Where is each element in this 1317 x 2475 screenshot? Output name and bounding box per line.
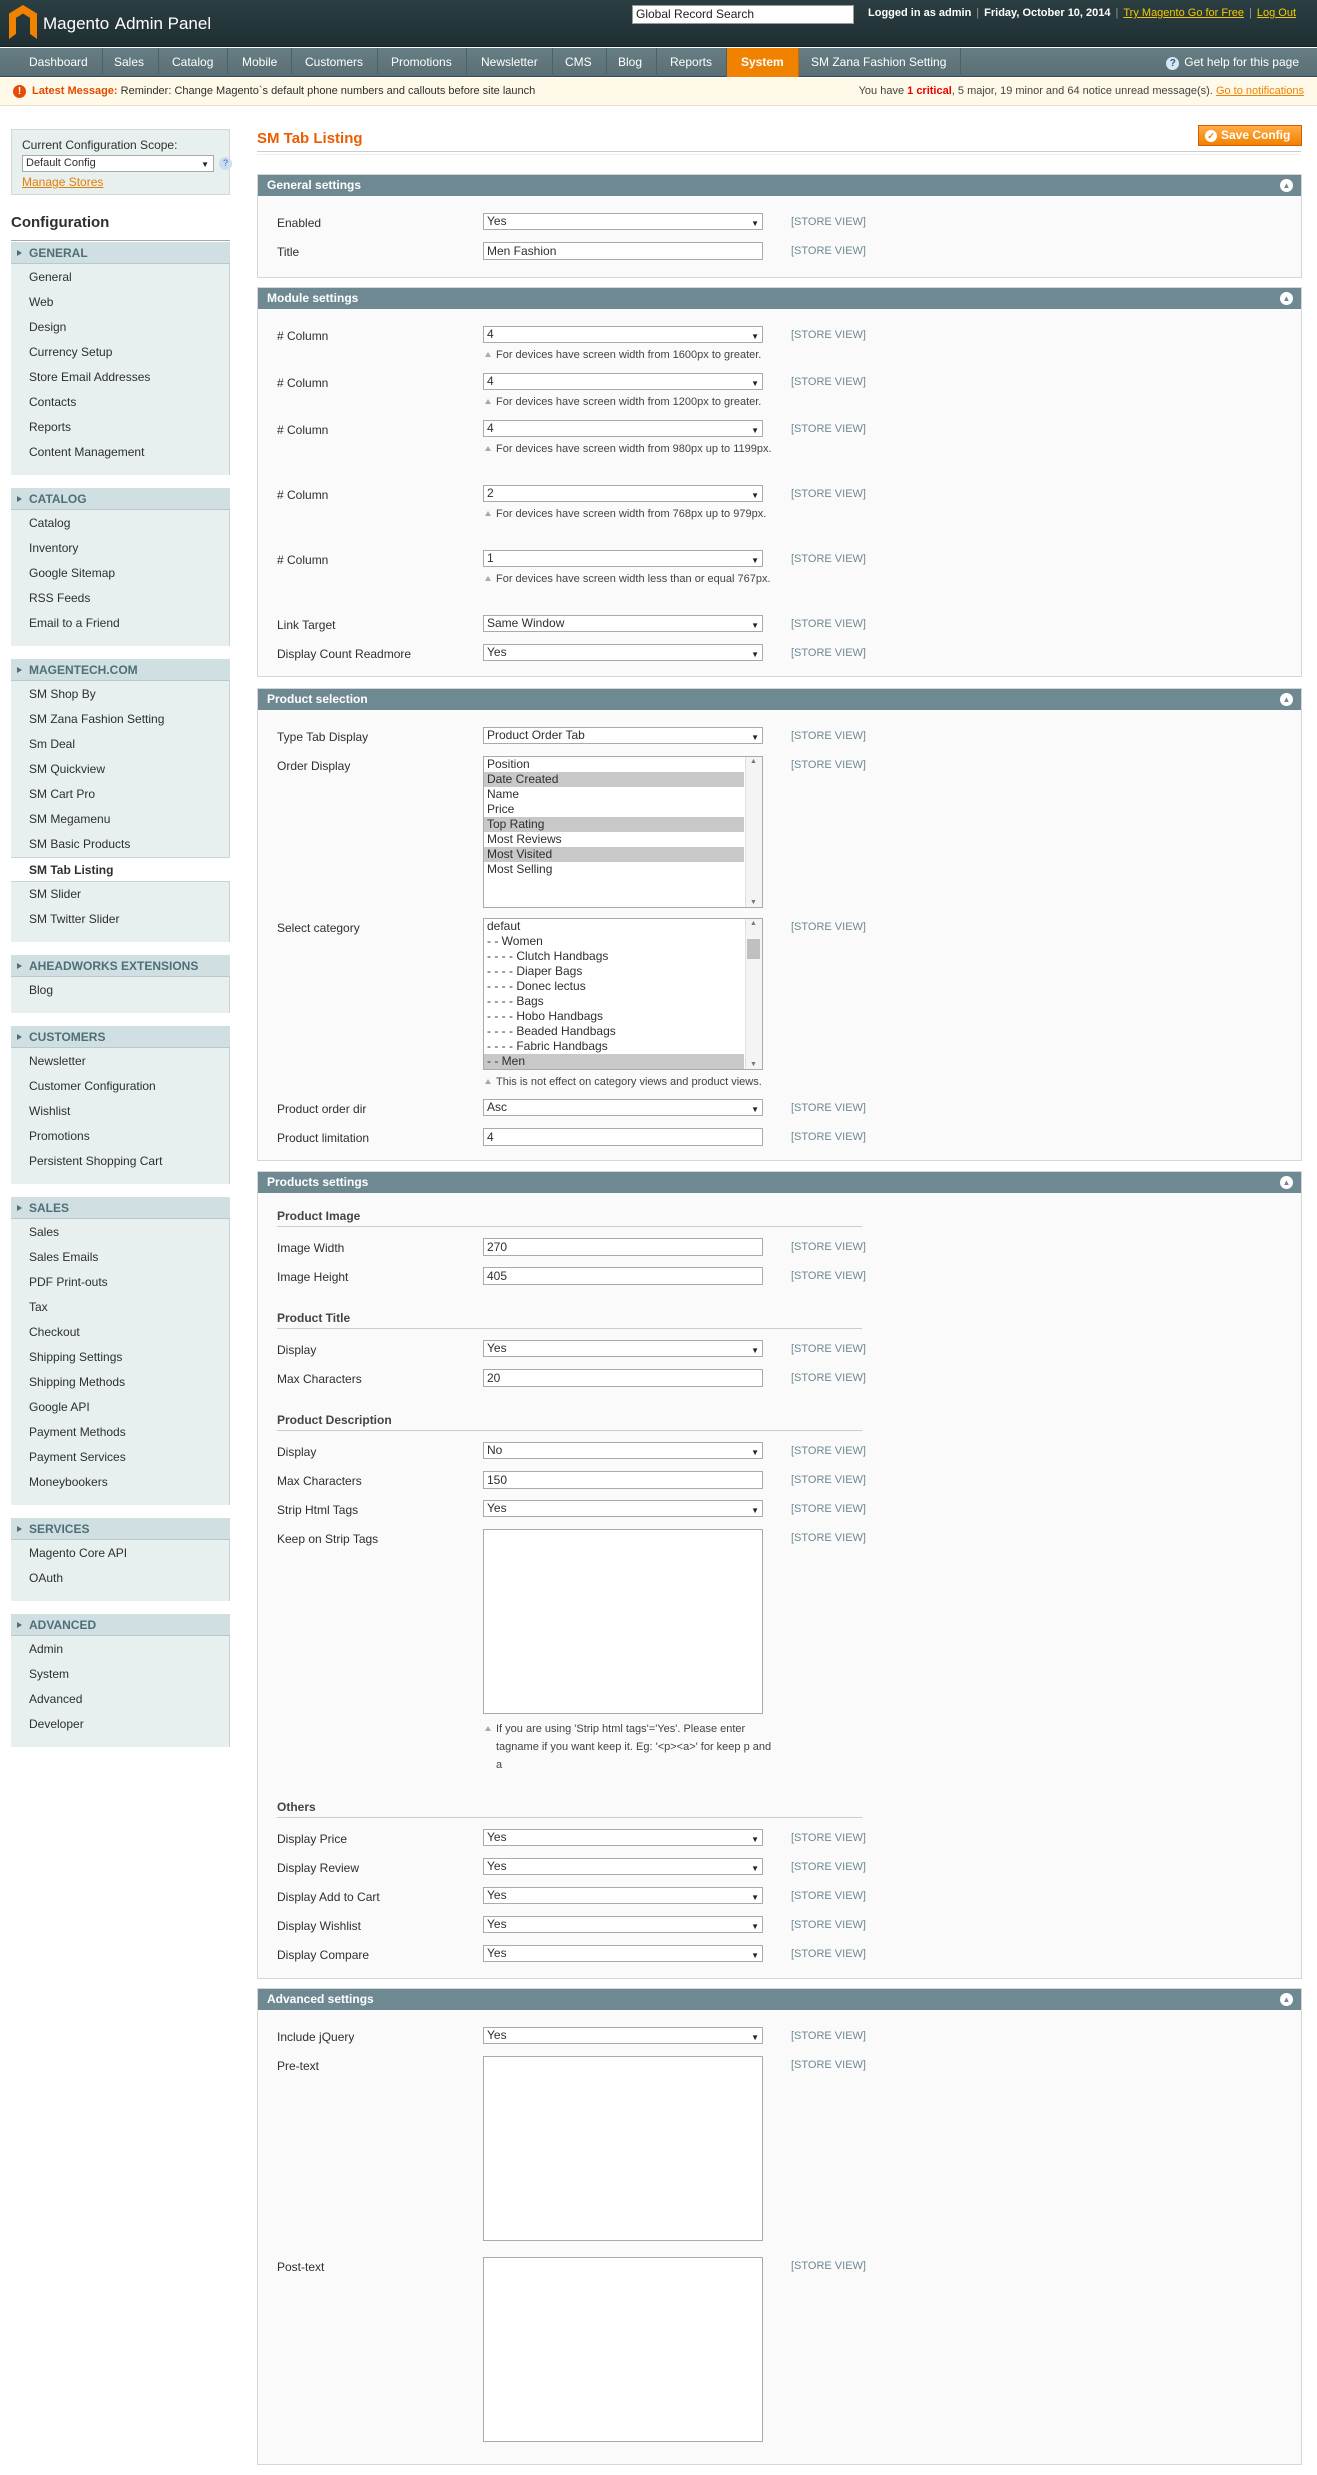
sidebar-item-design[interactable]: Design — [29, 320, 67, 334]
sidebar-item-email-to-a-friend[interactable]: Email to a Friend — [29, 616, 120, 630]
readmore-select[interactable]: Yes ▼ — [483, 644, 763, 661]
field-label: Image Width — [277, 1241, 345, 1255]
collapse-icon[interactable]: ▲ — [1280, 693, 1293, 706]
sidebar-section-sales[interactable]: SALES — [11, 1196, 230, 1219]
scope-tag: [STORE VIEW] — [791, 1861, 866, 1873]
column-1200-select[interactable]: 4 ▼ — [483, 373, 763, 390]
column-767-select[interactable]: 1 ▼ — [483, 550, 763, 567]
field-label: # Column — [277, 488, 329, 502]
scope-tag: [STORE VIEW] — [791, 553, 866, 565]
scope-tag: [STORE VIEW] — [791, 2030, 866, 2042]
advanced-settings-header[interactable]: Advanced settings ▲ — [258, 1989, 1301, 2010]
field-label: Display Price — [277, 1832, 348, 1846]
scope-tag: [STORE VIEW] — [791, 1832, 866, 1844]
order-option[interactable]: Price — [487, 802, 515, 816]
category-option[interactable]: - - - - Beaded Handbags — [487, 1024, 616, 1038]
category-option[interactable]: - - - - Hobo Handbags — [487, 1009, 604, 1023]
column-768-select[interactable]: 2 ▼ — [483, 485, 763, 502]
nav-reports[interactable]: Reports — [656, 48, 727, 77]
fieldset-product-selection — [257, 688, 1302, 1161]
scope-tag: [STORE VIEW] — [791, 1474, 866, 1486]
scope-select[interactable]: Default Config ▼ — [22, 155, 214, 172]
field-label: Include jQuery — [277, 2030, 355, 2044]
scope-tag: [STORE VIEW] — [791, 1445, 866, 1457]
product-selection-header[interactable]: Product selection ▲ — [258, 689, 1301, 710]
post-text-textarea[interactable] — [483, 2257, 763, 2442]
sidebar-item-rss-feeds[interactable]: RSS Feeds — [29, 591, 91, 605]
category-option[interactable]: - - - - Diaper Bags — [487, 964, 583, 978]
field-label: # Column — [277, 329, 329, 343]
scope-tag: [STORE VIEW] — [791, 647, 866, 659]
field-label: Order Display — [277, 759, 351, 773]
product-description-heading: Product Description — [277, 1413, 862, 1431]
sidebar-section-catalog[interactable]: CATALOG — [11, 487, 230, 510]
display-wishlist-select[interactable]: Yes ▼ — [483, 1916, 763, 1933]
field-label: Display Add to Cart — [277, 1890, 380, 1904]
collapse-icon[interactable]: ▲ — [1280, 1993, 1293, 2006]
sidebar-item-sm-deal[interactable]: Sm Deal — [29, 737, 76, 751]
scope-tag: [STORE VIEW] — [791, 245, 866, 257]
nav-system[interactable]: System — [727, 48, 799, 77]
sidebar-item-sm-megamenu[interactable]: SM Megamenu — [29, 812, 111, 826]
category-option[interactable]: - - Women — [487, 934, 543, 948]
field-label: Keep on Strip Tags — [277, 1532, 379, 1546]
scope-tag: [STORE VIEW] — [791, 759, 866, 771]
order-display-multiselect[interactable] — [483, 756, 763, 908]
pre-text-textarea[interactable] — [483, 2056, 763, 2241]
sidebar-section-customers[interactable]: CUSTOMERS — [11, 1025, 230, 1048]
sidebar-item-promotions[interactable]: Promotions — [29, 1129, 90, 1143]
sidebar-section-general[interactable]: GENERAL — [11, 241, 230, 264]
field-label: Product order dir — [277, 1102, 367, 1116]
category-option[interactable]: - - - - Fabric Handbags — [487, 1039, 608, 1053]
nav-promotions[interactable]: Promotions — [377, 48, 467, 77]
nav-catalog[interactable]: Catalog — [158, 48, 228, 77]
field-label: Display Wishlist — [277, 1919, 362, 1933]
field-label: Pre-text — [277, 2059, 320, 2073]
nav-mobile[interactable]: Mobile — [228, 48, 292, 77]
field-label: Strip Html Tags — [277, 1503, 359, 1517]
display-price-select[interactable]: Yes ▼ — [483, 1829, 763, 1846]
main-nav — [0, 48, 1317, 77]
title-divider — [257, 151, 1301, 155]
select-category-multiselect[interactable] — [483, 918, 763, 1070]
order-option[interactable]: Most Selling — [487, 862, 553, 876]
product-title-heading: Product Title — [277, 1311, 862, 1329]
field-note: For devices have screen width from 768px up to 979px. — [483, 505, 773, 523]
product-image-heading: Product Image — [277, 1209, 862, 1227]
sidebar-item-checkout[interactable]: Checkout — [29, 1325, 80, 1339]
nav-newsletter[interactable]: Newsletter — [467, 48, 553, 77]
scope-tag: [STORE VIEW] — [791, 1532, 866, 1544]
field-label: # Column — [277, 376, 329, 390]
sidebar-item-advanced[interactable]: Advanced — [29, 1692, 83, 1706]
scrollbar[interactable] — [745, 757, 762, 907]
description-max-characters-input[interactable]: 150 — [483, 1471, 763, 1489]
sidebar-item-sm-tab-listing[interactable]: SM Tab Listing — [11, 857, 230, 882]
fieldset-advanced-settings — [257, 1988, 1302, 2465]
scope-tag: [STORE VIEW] — [791, 1102, 866, 1114]
display-compare-select[interactable]: Yes ▼ — [483, 1945, 763, 1962]
column-1600-select[interactable]: 4 ▼ — [483, 326, 763, 343]
sidebar-section-aheadworks[interactable]: AHEADWORKS EXTENSIONS — [11, 954, 230, 977]
nav-dashboard[interactable]: Dashboard — [15, 48, 103, 77]
scope-tag: [STORE VIEW] — [791, 1919, 866, 1931]
sidebar-item-admin[interactable]: Admin — [29, 1642, 64, 1656]
scope-tag: [STORE VIEW] — [791, 376, 866, 388]
sidebar-item-content-management[interactable]: Content Management — [29, 445, 145, 459]
sidebar-item-google-sitemap[interactable]: Google Sitemap — [29, 566, 116, 580]
scope-tag: [STORE VIEW] — [791, 1131, 866, 1143]
scrollbar-thumb[interactable] — [747, 939, 760, 959]
config-sidebar — [11, 240, 230, 1747]
header-info: Logged in as admin | Friday, October 10, 2014 | Try Magento Go for Free | Log Out — [868, 7, 1297, 19]
sidebar-item-sm-shop-by[interactable]: SM Shop By — [29, 687, 96, 701]
category-option[interactable]: - - Men — [484, 1054, 744, 1069]
nav-sm-zana-fashion-setting[interactable]: SM Zana Fashion Setting — [797, 48, 961, 77]
products-settings-header[interactable]: Products settings ▲ — [258, 1172, 1301, 1193]
message-summary: You have 1 critical, 5 major, 19 minor and 64 notice unread message(s). Go to notifications — [858, 85, 1304, 97]
global-search-input[interactable]: Global Record Search — [632, 5, 854, 24]
collapse-icon[interactable]: ▲ — [1280, 179, 1293, 192]
enabled-select[interactable]: Yes ▼ — [483, 213, 763, 230]
field-label: Type Tab Display — [277, 730, 369, 744]
check-icon: ✓ — [1205, 130, 1217, 142]
sidebar-item-blog[interactable]: Blog — [29, 983, 54, 997]
scope-tag: [STORE VIEW] — [791, 1890, 866, 1902]
field-label: Display — [277, 1445, 317, 1459]
scope-tag: [STORE VIEW] — [791, 1503, 866, 1515]
try-magento-go-link[interactable]: Try Magento Go for Free — [1123, 7, 1245, 19]
sidebar-item-contacts[interactable]: Contacts — [29, 395, 77, 409]
help-link[interactable]: ? Get help for this page — [1166, 48, 1299, 76]
fieldset-module-settings — [257, 287, 1302, 677]
title-display-select[interactable]: Yes ▼ — [483, 1340, 763, 1357]
category-option[interactable]: - - - - Bags — [487, 994, 544, 1008]
sidebar-item-customer-configuration[interactable]: Customer Configuration — [29, 1079, 156, 1093]
alert-icon: ! — [13, 85, 26, 98]
field-label: # Column — [277, 553, 329, 567]
image-width-input[interactable]: 270 — [483, 1238, 763, 1256]
category-option[interactable]: - - - - Clutch Handbags — [487, 949, 609, 963]
field-label: Post-text — [277, 2260, 325, 2274]
collapse-icon[interactable]: ▲ — [1280, 1176, 1293, 1189]
order-option[interactable]: Position — [487, 757, 530, 771]
sidebar-item-google-api[interactable]: Google API — [29, 1400, 90, 1414]
sidebar-item-sm-quickview[interactable]: SM Quickview — [29, 762, 106, 776]
nav-sales[interactable]: Sales — [100, 48, 159, 77]
field-label: Image Height — [277, 1270, 349, 1284]
sidebar-item-sm-zana-fashion-setting[interactable]: SM Zana Fashion Setting — [29, 712, 165, 726]
field-note: This is not effect on category views and product views. — [483, 1073, 773, 1091]
scope-tag: [STORE VIEW] — [791, 488, 866, 500]
scope-tag: [STORE VIEW] — [791, 423, 866, 435]
general-settings-header[interactable]: General settings ▲ — [258, 175, 1301, 196]
order-option[interactable]: Date Created — [484, 772, 744, 787]
fieldset-general-settings — [257, 174, 1302, 278]
sidebar-item-sm-basic-products[interactable]: SM Basic Products — [29, 837, 131, 851]
field-label: Enabled — [277, 216, 322, 230]
others-heading: Others — [277, 1800, 862, 1818]
scope-tag: [STORE VIEW] — [791, 2260, 866, 2272]
logged-in-text: Logged in as admin — [868, 7, 972, 19]
sidebar-item-payment-methods[interactable]: Payment Methods — [29, 1425, 126, 1439]
sidebar-item-pdf-print-outs[interactable]: PDF Print-outs — [29, 1275, 108, 1289]
scope-tag: [STORE VIEW] — [791, 1372, 866, 1384]
sidebar-item-inventory[interactable]: Inventory — [29, 541, 79, 555]
scope-tag: [STORE VIEW] — [791, 1241, 866, 1253]
order-option[interactable]: Top Rating — [484, 817, 744, 832]
field-note: If you are using 'Strip html tags'='Yes'. Please enter tagname if you want keep it. Eg: '<p><a>' for keep p and a — [483, 1720, 773, 1774]
module-settings-header[interactable]: Module settings ▲ — [258, 288, 1301, 309]
sidebar-item-shipping-settings[interactable]: Shipping Settings — [29, 1350, 123, 1364]
sidebar-item-payment-services[interactable]: Payment Services — [29, 1450, 126, 1464]
configuration-title: Configuration — [11, 214, 110, 231]
scope-tag: [STORE VIEW] — [791, 1270, 866, 1282]
column-980-select[interactable]: 4 ▼ — [483, 420, 763, 437]
strip-html-tags-select[interactable]: Yes ▼ — [483, 1500, 763, 1517]
sidebar-item-sales-emails[interactable]: Sales Emails — [29, 1250, 99, 1264]
image-height-input[interactable]: 405 — [483, 1267, 763, 1285]
sidebar-section-services[interactable]: SERVICES — [11, 1517, 230, 1540]
sidebar-item-sm-slider[interactable]: SM Slider — [29, 887, 82, 901]
field-label: Display Compare — [277, 1948, 370, 1962]
help-icon: ? — [1166, 57, 1179, 70]
order-option[interactable]: Most Visited — [484, 847, 744, 862]
sidebar-item-newsletter[interactable]: Newsletter — [29, 1054, 86, 1068]
sidebar-item-magento-core-api[interactable]: Magento Core API — [29, 1546, 128, 1560]
category-option[interactable]: defaut — [487, 919, 521, 933]
scope-tag: [STORE VIEW] — [791, 216, 866, 228]
field-label: Product limitation — [277, 1131, 370, 1145]
link-target-select[interactable]: Same Window ▼ — [483, 615, 763, 632]
sidebar-item-sm-cart-pro[interactable]: SM Cart Pro — [29, 787, 96, 801]
field-label: Link Target — [277, 618, 336, 632]
logo-text[interactable]: Magento Admin Panel — [43, 14, 212, 33]
order-option[interactable]: Name — [487, 787, 520, 801]
sidebar-item-catalog[interactable]: Catalog — [29, 516, 71, 530]
field-label: Select category — [277, 921, 360, 935]
field-label: Max Characters — [277, 1474, 362, 1488]
header-date: Friday, October 10, 2014 — [984, 7, 1111, 19]
sidebar-item-sm-twitter-slider[interactable]: SM Twitter Slider — [29, 912, 120, 926]
sidebar-item-general[interactable]: General — [29, 270, 72, 284]
sidebar-item-shipping-methods[interactable]: Shipping Methods — [29, 1375, 126, 1389]
product-limitation-input[interactable]: 4 — [483, 1128, 763, 1146]
scope-help-icon[interactable]: ? — [219, 157, 232, 170]
field-label: # Column — [277, 423, 329, 437]
display-review-select[interactable]: Yes ▼ — [483, 1858, 763, 1875]
collapse-icon[interactable]: ▲ — [1280, 292, 1293, 305]
sidebar-section-advanced[interactable]: ADVANCED — [11, 1613, 230, 1636]
sidebar-item-currency-setup[interactable]: Currency Setup — [29, 345, 113, 359]
admin-header — [0, 0, 1317, 47]
magento-logo-icon[interactable] — [9, 5, 37, 39]
field-note: For devices have screen width from 980px up to 1199px. — [483, 440, 773, 458]
field-label: Display Review — [277, 1861, 360, 1875]
sidebar-item-tax[interactable]: Tax — [29, 1300, 48, 1314]
sidebar-item-developer[interactable]: Developer — [29, 1717, 84, 1731]
scope-tag: [STORE VIEW] — [791, 329, 866, 341]
save-config-button[interactable]: ✓ Save Config — [1198, 125, 1302, 146]
scrollbar[interactable] — [745, 919, 762, 1069]
scope-tag: [STORE VIEW] — [791, 618, 866, 630]
sidebar-section-magentech[interactable]: MAGENTECH.COM — [11, 658, 230, 681]
category-option[interactable]: - - - - Donec lectus — [487, 979, 586, 993]
scope-tag: [STORE VIEW] — [791, 1948, 866, 1960]
scope-tag: [STORE VIEW] — [791, 730, 866, 742]
sidebar-item-sales[interactable]: Sales — [29, 1225, 60, 1239]
scope-tag: [STORE VIEW] — [791, 921, 866, 933]
keep-on-strip-tags-textarea[interactable] — [483, 1529, 763, 1714]
logout-link[interactable]: Log Out — [1256, 7, 1297, 19]
scope-tag: [STORE VIEW] — [791, 1343, 866, 1355]
sidebar-item-persistent-shopping-cart[interactable]: Persistent Shopping Cart — [29, 1154, 163, 1168]
field-label: Display Count Readmore — [277, 647, 412, 661]
type-tab-display-select[interactable]: Product Order Tab ▼ — [483, 727, 763, 744]
sidebar-item-oauth[interactable]: OAuth — [29, 1571, 64, 1585]
sidebar-item-wishlist[interactable]: Wishlist — [29, 1104, 71, 1118]
display-add-to-cart-select[interactable]: Yes ▼ — [483, 1887, 763, 1904]
title-input[interactable]: Men Fashion — [483, 242, 763, 260]
go-to-notifications-link[interactable]: Go to notifications — [1215, 85, 1304, 97]
sidebar-item-reports[interactable]: Reports — [29, 420, 72, 434]
field-label: Title — [277, 245, 300, 259]
latest-message: Latest Message: Reminder: Change Magento`s default phone numbers and callouts before site launch — [32, 85, 536, 97]
field-note: For devices have screen width less than or equal 767px. — [483, 570, 773, 588]
field-note: For devices have screen width from 1200px to greater. — [483, 393, 773, 411]
nav-cms[interactable]: CMS — [551, 48, 607, 77]
scope-label: Current Configuration Scope: — [22, 138, 178, 152]
field-note: For devices have screen width from 1600px to greater. — [483, 346, 773, 364]
title-max-characters-input[interactable]: 20 — [483, 1369, 763, 1387]
manage-stores-link[interactable]: Manage Stores — [22, 175, 104, 189]
include-jquery-select[interactable]: Yes ▼ — [483, 2027, 763, 2044]
sidebar-item-system[interactable]: System — [29, 1667, 70, 1681]
nav-blog[interactable]: Blog — [604, 48, 657, 77]
nav-customers[interactable]: Customers — [291, 48, 378, 77]
sidebar-item-web[interactable]: Web — [29, 295, 54, 309]
field-label: Display — [277, 1343, 317, 1357]
fieldset-products-settings — [257, 1171, 1302, 1979]
config-scope-box — [11, 129, 230, 195]
order-option[interactable]: Most Reviews — [487, 832, 562, 846]
sidebar-item-store-email-addresses[interactable]: Store Email Addresses — [29, 370, 151, 384]
notice-bar — [0, 78, 1317, 106]
field-label: Max Characters — [277, 1372, 362, 1386]
sidebar-item-moneybookers[interactable]: Moneybookers — [29, 1475, 108, 1489]
product-order-dir-select[interactable]: Asc ▼ — [483, 1099, 763, 1116]
description-display-select[interactable]: No ▼ — [483, 1442, 763, 1459]
page-title: SM Tab Listing — [257, 130, 363, 147]
scope-tag: [STORE VIEW] — [791, 2059, 866, 2071]
